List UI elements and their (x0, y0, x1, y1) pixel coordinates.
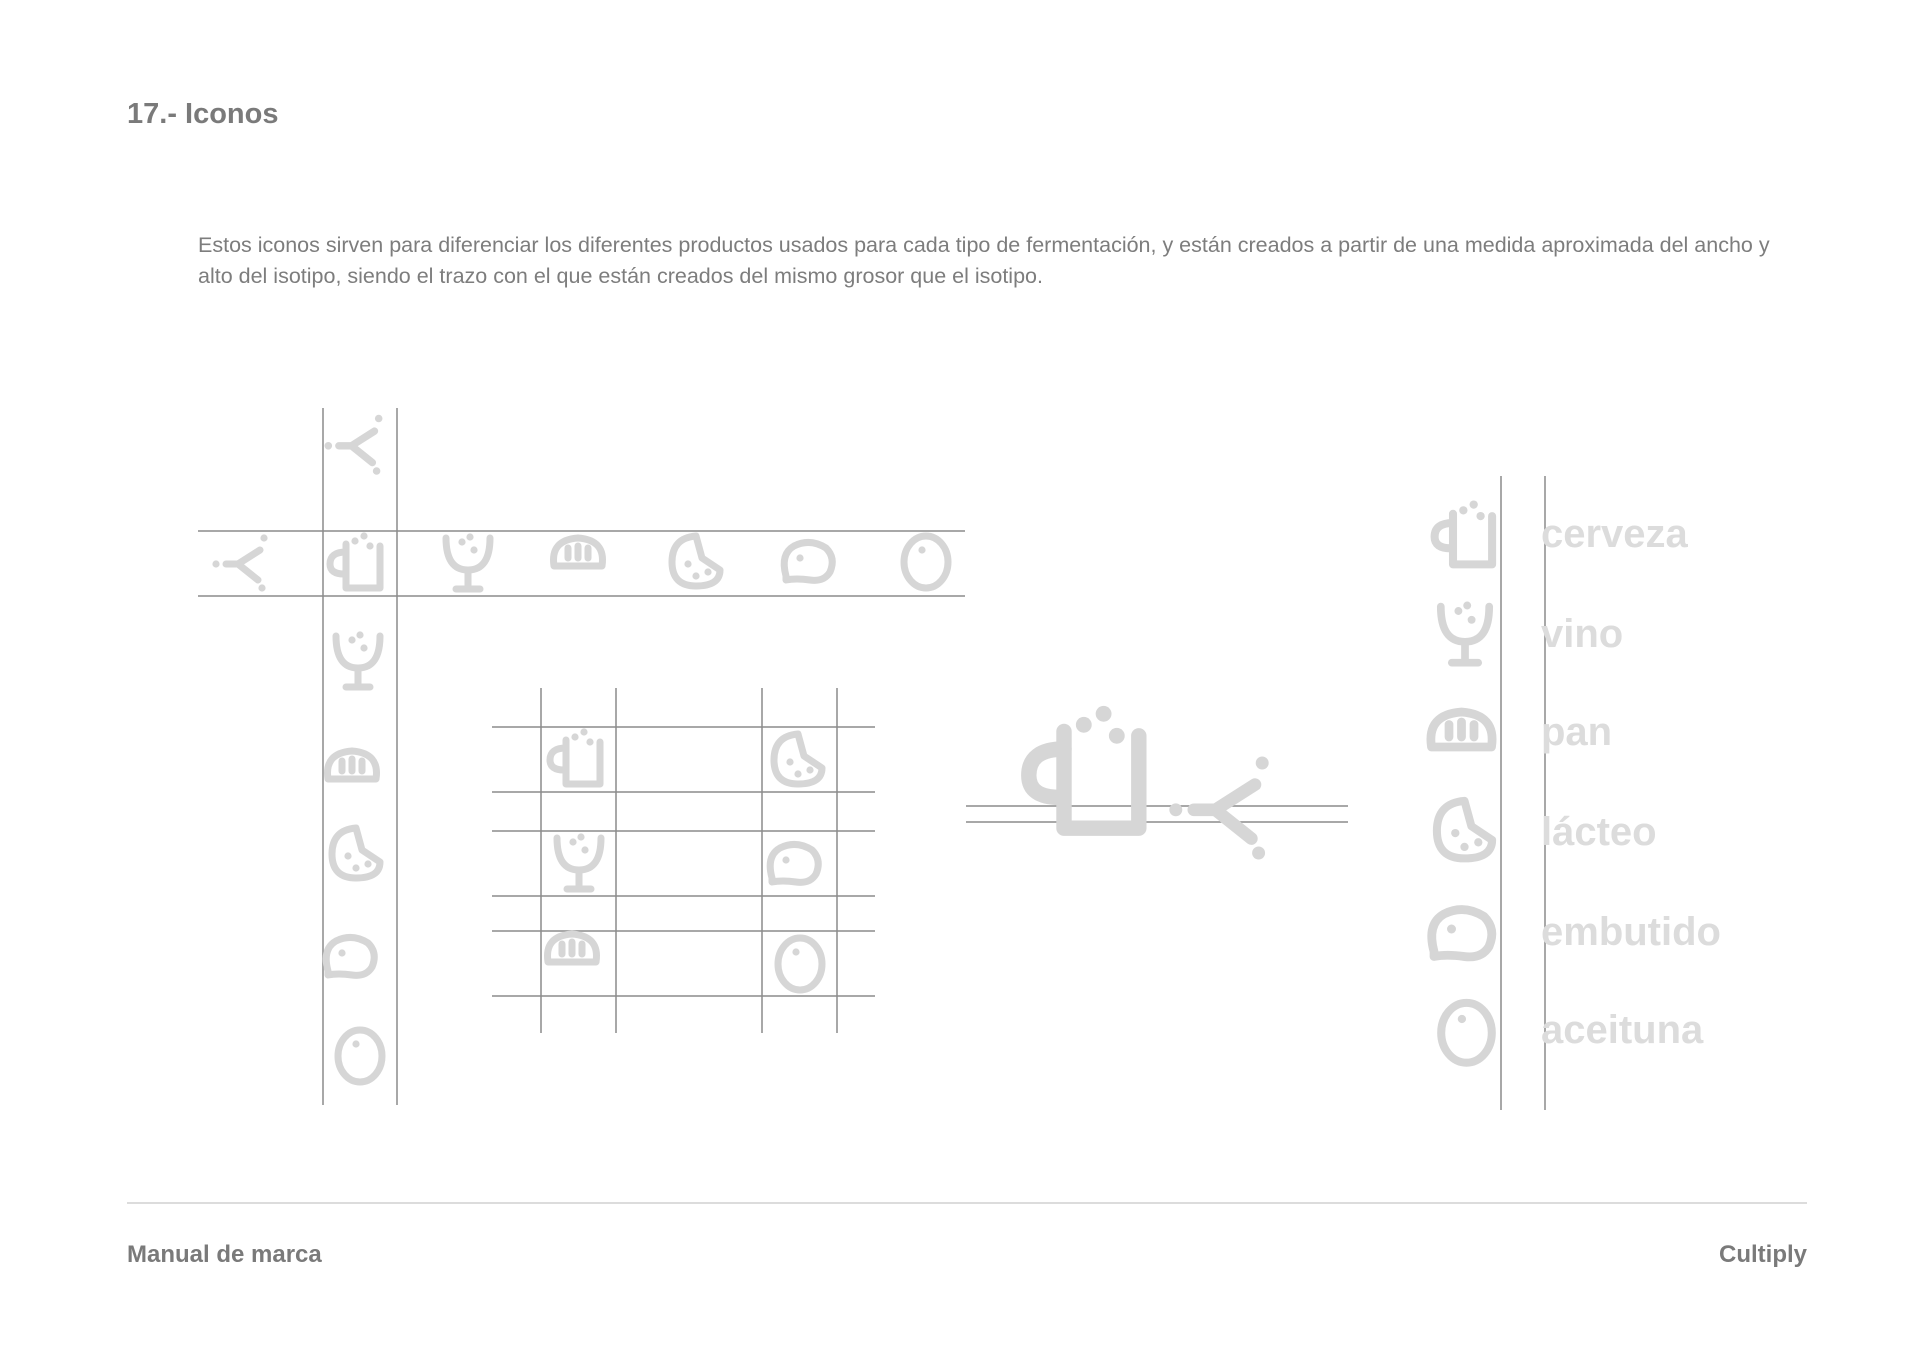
legend-label-lacteo: lácteo (1541, 810, 1657, 854)
bread-icon (328, 751, 377, 779)
wine-glass-icon (446, 533, 490, 589)
legend-label-pan: pan (1541, 710, 1613, 754)
cheese-icon (332, 828, 380, 878)
sausage-icon (1432, 910, 1492, 957)
cheese-icon (774, 734, 822, 784)
isotype-large-icon (1169, 757, 1268, 860)
bread-icon (554, 538, 603, 566)
footer-manual-label: Manual de marca (127, 1241, 322, 1268)
scale-comparison (966, 806, 1348, 822)
isotype-icon (325, 415, 383, 475)
olive-icon (1441, 1003, 1492, 1063)
legend-label-aceituna: aceituna (1541, 1008, 1704, 1052)
bread-icon (548, 934, 597, 962)
sausage-icon (784, 542, 832, 580)
footer-divider (127, 1202, 1807, 1204)
page-title: 17.- Iconos (127, 98, 279, 130)
cross-grid (198, 408, 965, 1105)
intro-paragraph: Estos iconos sirven para diferenciar los diferentes productos usados para cada tipo de fermentación, y están creados a partir de una medida aproximada del ancho y alto del isotipo, siendo el trazo con el que están creados del mismo grosor que el isotipo. (198, 233, 1770, 288)
wine-glass-icon (1441, 602, 1489, 663)
wine-glass-icon (557, 833, 601, 889)
sausage-icon (770, 844, 818, 882)
olive-icon (338, 1030, 382, 1082)
legend-guides (1501, 476, 1545, 1110)
legend-label-embutido: embutido (1541, 910, 1721, 954)
isotype-icon (212, 534, 267, 591)
cheese-icon (672, 536, 720, 586)
olive-icon (778, 938, 822, 990)
beer-mug-large-icon (1029, 706, 1139, 828)
legend-label-vino: vino (1541, 612, 1624, 656)
cheese-icon (1437, 801, 1492, 859)
legend-label-cerveza: cerveza (1541, 512, 1688, 556)
beer-mug-icon (1435, 500, 1493, 564)
beer-mug-icon (330, 532, 380, 588)
sausage-icon (326, 937, 374, 975)
olive-icon (904, 536, 948, 588)
wine-glass-icon (336, 631, 380, 687)
bread-icon (1431, 712, 1492, 747)
beer-mug-icon (550, 728, 600, 784)
footer-brand-label: Cultiply (1719, 1241, 1807, 1268)
